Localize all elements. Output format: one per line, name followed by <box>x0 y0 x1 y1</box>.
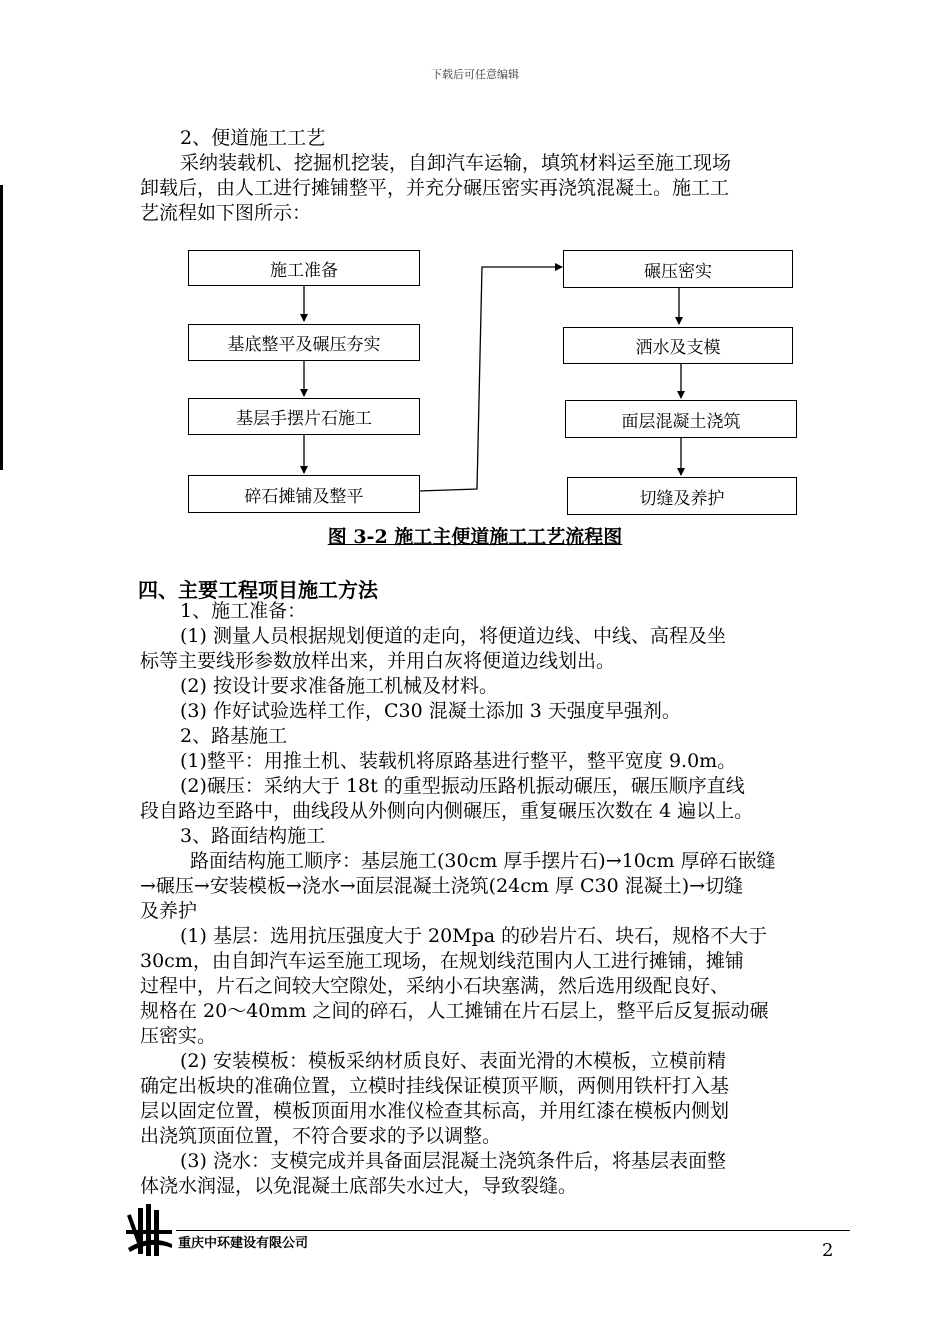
body-line: 标等主要线形参数放样出来，并用白灰将便道边线划出。 <box>140 650 616 672</box>
body-line: 出浇筑顶面位置，不符合要求的予以调整。 <box>140 1125 502 1147</box>
company-name: 重庆中环建设有限公司 <box>178 1236 309 1251</box>
flow-box-stone-base: 基层手摆片石施工 <box>188 398 420 435</box>
body-line: 规格在 20～40mm 之间的碎石，人工摊铺在片石层上，整平后反复振动碾 <box>140 1000 769 1022</box>
body-line: (2) 安装模板：模板采纳材质良好、表面光滑的木模板，立模前精 <box>180 1050 726 1072</box>
flow-box-preparation: 施工准备 <box>188 250 420 286</box>
body-line: 体浇水润湿，以免混凝土底部失水过大，导致裂缝。 <box>140 1175 578 1197</box>
body-line: (1)整平：用推土机、装载机将原路基进行整平，整平宽度 9.0m。 <box>180 750 737 772</box>
body-line: 过程中，片石之间较大空隙处，采纳小石块塞满，然后选用级配良好、 <box>140 975 730 997</box>
body-line: (3) 浇水：支模完成并具备面层混凝土浇筑条件后，将基层表面整 <box>180 1150 726 1172</box>
intro-line: 卸载后，由人工进行摊铺整平，并充分碾压密实再浇筑混凝土。施工工 <box>140 177 730 199</box>
body-line: 路面结构施工顺序：基层施工(30cm 厚手摆片石)→10cm 厚碎石嵌缝 <box>190 850 776 872</box>
flow-box-subgrade-leveling: 基底整平及碾压夯实 <box>188 324 420 361</box>
flow-box-compaction: 碾压密实 <box>563 250 793 288</box>
subheading-road-process: 2、便道施工工艺 <box>180 127 326 149</box>
body-line: 30cm，由自卸汽车运至施工现场，在规划线范围内人工进行摊铺，摊铺 <box>140 950 744 972</box>
body-line: 段自路边至路中，曲线段从外侧向内侧碾压，重复碾压次数在 4 遍以上。 <box>140 800 754 822</box>
body-line: 压密实。 <box>140 1025 217 1047</box>
figure-caption: 图 3-2 施工主便道施工工艺流程图 <box>327 526 623 548</box>
intro-line: 艺流程如下图所示： <box>140 202 312 224</box>
page-number: 2 <box>822 1240 834 1261</box>
body-line: (3) 作好试验选样工作，C30 混凝土添加 3 天强度早强剂。 <box>180 700 681 722</box>
company-logo-icon <box>124 1204 176 1260</box>
flow-box-gravel-spreading: 碎石摊铺及整平 <box>188 475 420 513</box>
body-line: 及养护 <box>140 900 198 922</box>
body-line: →碾压→安装模板→浇水→面层混凝土浇筑(24cm 厚 C30 混凝土)→切缝 <box>140 875 744 897</box>
flowchart-connectors <box>0 0 950 560</box>
body-line: (1) 基层：选用抗压强度大于 20Mpa 的砂岩片石、块石，规格不大于 <box>180 925 768 947</box>
intro-line: 采纳装载机、挖掘机挖装，自卸汽车运输，填筑材料运至施工现场 <box>180 152 732 174</box>
flow-box-concrete-pouring: 面层混凝土浇筑 <box>565 400 797 438</box>
body-line: 3、路面结构施工 <box>180 825 326 847</box>
body-line: (2)碾压：采纳大于 18t 的重型振动压路机振动碾压，碾压顺序直线 <box>180 775 745 797</box>
body-line: 1、施工准备： <box>180 600 307 622</box>
header-note: 下载后可任意编辑 <box>431 68 519 81</box>
body-line: 确定出板块的准确位置，立模时挂线保证模顶平顺，两侧用铁杆打入基 <box>140 1075 730 1097</box>
flow-box-joint-curing: 切缝及养护 <box>567 477 797 515</box>
body-line: (2) 按设计要求准备施工机械及材料。 <box>180 675 498 697</box>
body-line: 层以固定位置，模板顶面用水准仪检查其标高，并用红漆在模板内侧划 <box>140 1100 730 1122</box>
body-line: 2、路基施工 <box>180 725 288 747</box>
arrow-cross <box>419 267 562 491</box>
flow-box-watering-formwork: 洒水及支模 <box>563 327 793 364</box>
section-title: 四、主要工程项目施工方法 <box>138 578 378 602</box>
footer-rule <box>176 1230 850 1231</box>
body-line: (1) 测量人员根据规划便道的走向，将便道边线、中线、高程及坐 <box>180 625 726 647</box>
